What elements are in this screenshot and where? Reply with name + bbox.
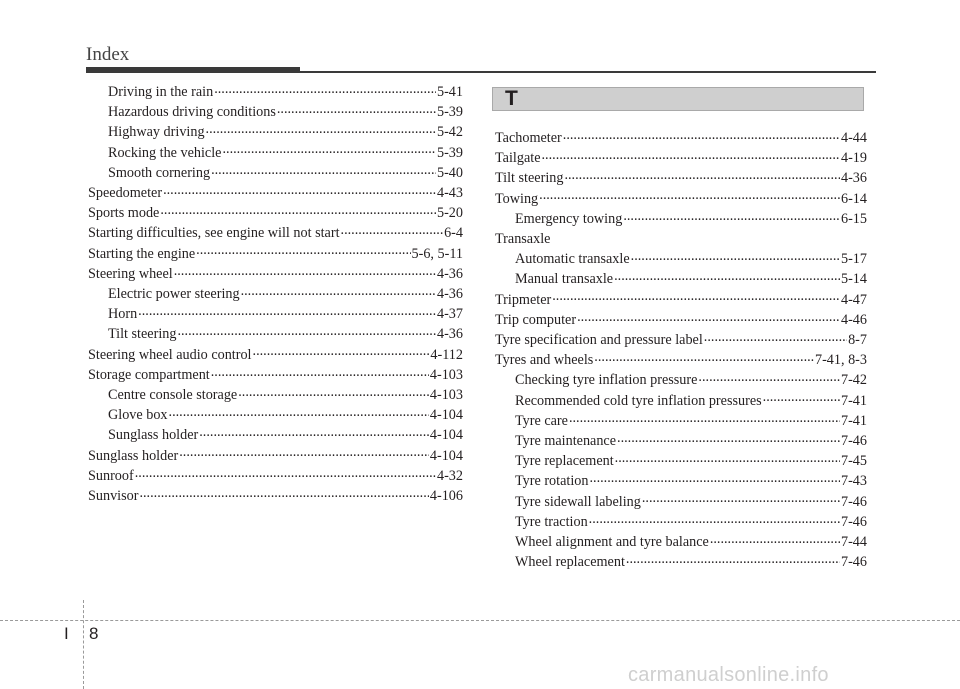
index-entry-term: Transaxle: [495, 231, 551, 248]
index-entry-term: Storage compartment: [88, 366, 210, 383]
index-entry: [495, 370, 867, 390]
index-entry-page: 7-45: [840, 453, 867, 470]
dot-leader: [253, 345, 430, 359]
index-entry-page: 6-14: [840, 190, 867, 207]
index-entry-term: Sunvisor: [88, 488, 139, 505]
index-entry-page: 6-15: [840, 210, 867, 227]
index-entry-term: Tyre sidewall labeling: [515, 493, 641, 510]
index-entry-term: Automatic transaxle: [515, 251, 630, 268]
dot-leader: [138, 304, 436, 318]
index-entry-page: 4-103: [429, 366, 463, 383]
index-entry-term: Glove box: [108, 407, 168, 424]
dot-leader: [196, 244, 410, 258]
index-entry: [495, 290, 867, 310]
dot-leader: [163, 183, 436, 197]
dot-leader: [615, 451, 840, 465]
dot-leader: [617, 431, 840, 445]
index-entry-term: Wheel replacement: [515, 554, 625, 571]
index-entry: [495, 451, 867, 471]
index-entry-page: 8-7: [848, 332, 867, 349]
index-entry-page: 5-42: [436, 124, 463, 141]
index-entry-term: Tyres and wheels: [495, 352, 594, 369]
index-entry: [88, 183, 463, 203]
index-entry: [88, 264, 463, 284]
index-entry-page: 7-42: [840, 372, 867, 389]
index-entry: [495, 128, 867, 148]
index-entry-page: 7-46: [840, 493, 867, 510]
dot-leader: [135, 466, 436, 480]
index-entry-term: Tilt steering: [108, 326, 177, 343]
index-entry-page: 4-36: [840, 170, 867, 187]
index-entry: [88, 385, 463, 405]
index-entry-page: 7-41: [840, 412, 867, 429]
dot-leader: [577, 310, 840, 324]
index-entry-term: Starting the engine: [88, 245, 196, 262]
dot-leader: [614, 269, 840, 283]
dot-leader: [539, 189, 840, 203]
index-entry-term: Manual transaxle: [515, 271, 614, 288]
dot-leader: [241, 284, 436, 298]
dot-leader: [589, 471, 840, 485]
index-entry: [88, 446, 463, 466]
dot-leader: [277, 102, 436, 116]
footer-divider: [83, 600, 84, 689]
index-entry-term: Recommended cold tyre inflation pressures: [515, 392, 762, 409]
index-entry-term: Tyre care: [515, 412, 568, 429]
index-entry: [88, 486, 463, 506]
dot-leader: [199, 425, 429, 439]
index-entry: [88, 425, 463, 445]
index-entry-page: 4-104: [429, 427, 463, 444]
index-entry-page: 6-4: [444, 225, 463, 242]
index-entry-page: 5-39: [436, 144, 463, 161]
index-entry-page: 5-17: [840, 251, 867, 268]
index-entry-page: 4-36: [436, 326, 463, 343]
index-entry: [88, 284, 463, 304]
index-entry: [88, 102, 463, 122]
index-entry-term: Horn: [108, 306, 138, 323]
dot-leader: [698, 370, 840, 384]
index-entry-term: Tyre specification and pressure label: [495, 332, 703, 349]
dot-leader: [211, 163, 436, 177]
index-entry: [88, 466, 463, 486]
index-entry: [495, 229, 867, 249]
page-title: Index: [86, 44, 130, 65]
index-entry-term: Trip computer: [495, 311, 577, 328]
index-entry: [495, 168, 867, 188]
index-entry-term: Steering wheel: [88, 265, 173, 282]
index-entry-page: 5-40: [436, 164, 463, 181]
section-letter-bar: [492, 87, 864, 111]
index-entry: [88, 82, 463, 102]
index-entry: [495, 269, 867, 289]
index-entry-term: Smooth cornering: [108, 164, 211, 181]
index-column-right: [495, 128, 867, 572]
dot-leader: [704, 330, 847, 344]
dot-leader: [341, 223, 444, 237]
index-entry-term: Steering wheel audio control: [88, 346, 252, 363]
index-entry-page: 7-46: [840, 433, 867, 450]
index-entry: [495, 189, 867, 209]
dot-leader: [211, 365, 429, 379]
index-entry-page: 5-6, 5-11: [411, 245, 463, 262]
footer-section-label: I: [64, 624, 69, 643]
index-entry: [88, 324, 463, 344]
index-entry: [495, 431, 867, 451]
index-entry-term: Electric power steering: [108, 286, 240, 303]
index-entry-term: Tailgate: [495, 150, 541, 167]
dot-leader: [222, 143, 436, 157]
footer-rule: [0, 620, 960, 621]
index-entry: [495, 552, 867, 572]
dot-leader: [563, 128, 840, 142]
index-entry: [495, 492, 867, 512]
index-entry-term: Tyre replacement: [515, 453, 614, 470]
index-column-left: [88, 82, 463, 506]
index-entry-page: 4-44: [840, 130, 867, 146]
dot-leader: [169, 405, 429, 419]
index-entry-term: Tyre maintenance: [515, 433, 617, 450]
dot-leader: [160, 203, 436, 217]
index-entry: [88, 244, 463, 264]
index-entry-page: 4-106: [429, 488, 463, 505]
index-entry-page: 4-36: [436, 286, 463, 303]
dot-leader: [642, 492, 840, 506]
dot-leader: [542, 148, 840, 162]
dot-leader: [763, 391, 840, 405]
index-entry: [88, 365, 463, 385]
index-entry: [495, 471, 867, 491]
index-entry: [495, 249, 867, 269]
index-entry-term: Sports mode: [88, 205, 160, 222]
index-entry-term: Centre console storage: [108, 387, 238, 404]
dot-leader: [174, 264, 436, 278]
index-entry-page: 4-37: [436, 306, 463, 323]
dot-leader: [552, 290, 840, 304]
dot-leader: [623, 209, 840, 223]
index-entry: [495, 350, 867, 370]
index-entry-page: 4-36: [436, 265, 463, 282]
index-entry-page: 7-44: [840, 534, 867, 551]
index-entry-term: Driving in the rain: [108, 84, 214, 100]
index-entry: [495, 532, 867, 552]
dot-leader: [214, 82, 436, 96]
watermark: carmanualsonline.info: [628, 664, 829, 686]
index-entry-page: 4-47: [840, 291, 867, 308]
index-entry-page: 4-43: [436, 185, 463, 202]
index-entry-page: 5-39: [436, 104, 463, 121]
index-entry-term: Wheel alignment and tyre balance: [515, 534, 709, 551]
index-entry: [495, 391, 867, 411]
index-entry-term: Emergency towing: [515, 210, 623, 227]
index-entry-term: Sunglass holder: [108, 427, 199, 444]
dot-leader: [177, 324, 436, 338]
index-entry-term: Sunroof: [88, 467, 134, 484]
dot-leader: [564, 168, 840, 182]
dot-leader: [631, 249, 840, 263]
index-entry-page: 4-104: [429, 407, 463, 424]
dot-leader: [206, 122, 436, 136]
index-entry: [495, 411, 867, 431]
index-entry-page: 4-46: [840, 311, 867, 328]
dot-leader: [179, 446, 429, 460]
dot-leader: [238, 385, 429, 399]
index-entry-page: 4-19: [840, 150, 867, 167]
index-entry-term: Tyre rotation: [515, 473, 589, 490]
dot-leader: [626, 552, 840, 566]
index-entry-term: Hazardous driving conditions: [108, 104, 276, 121]
index-entry: [88, 143, 463, 163]
index-entry-page: 4-104: [429, 447, 463, 464]
index-entry: [88, 163, 463, 183]
dot-leader: [569, 411, 840, 425]
index-entry: [495, 148, 867, 168]
index-entry-page: 4-32: [436, 467, 463, 484]
index-entry-term: Rocking the vehicle: [108, 144, 222, 161]
index-entry-term: Tachometer: [495, 130, 562, 146]
index-entry: [495, 330, 867, 350]
dot-leader: [594, 350, 814, 364]
index-entry: [88, 345, 463, 365]
index-entry: [88, 122, 463, 142]
index-entry: [88, 304, 463, 324]
index-entry-term: Highway driving: [108, 124, 205, 141]
index-entry: [495, 512, 867, 532]
index-entry: [88, 203, 463, 223]
dot-leader: [710, 532, 840, 546]
index-entry-page: 5-41: [436, 84, 463, 100]
index-entry: [495, 310, 867, 330]
index-entry-term: Towing: [495, 190, 539, 207]
index-entry-term: Speedometer: [88, 185, 163, 202]
index-entry-page: 7-41, 8-3: [814, 352, 867, 369]
index-entry-page: 4-112: [430, 346, 463, 363]
index-entry-term: Tripmeter: [495, 291, 552, 308]
index-entry-page: 7-41: [840, 392, 867, 409]
index-entry-page: 7-43: [840, 473, 867, 490]
index-entry-page: 7-46: [840, 513, 867, 530]
page-number: 8: [89, 624, 99, 643]
dot-leader: [589, 512, 840, 526]
index-entry: [88, 405, 463, 425]
index-entry: [495, 209, 867, 229]
index-entry-page: 5-14: [840, 271, 867, 288]
index-entry-term: Tyre traction: [515, 513, 588, 530]
index-entry-page: 5-20: [436, 205, 463, 222]
header-rule-accent: [86, 67, 300, 73]
index-entry: [88, 223, 463, 243]
index-entry-page: 4-103: [429, 387, 463, 404]
index-entry-term: Sunglass holder: [88, 447, 179, 464]
index-entry-term: Tilt steering: [495, 170, 564, 187]
dot-leader: [139, 486, 428, 500]
index-entry-term: Starting difficulties, see engine will not start: [88, 225, 340, 242]
section-letter: T: [505, 87, 518, 110]
index-entry-term: Checking tyre inflation pressure: [515, 372, 698, 389]
index-entry-page: 7-46: [840, 554, 867, 571]
